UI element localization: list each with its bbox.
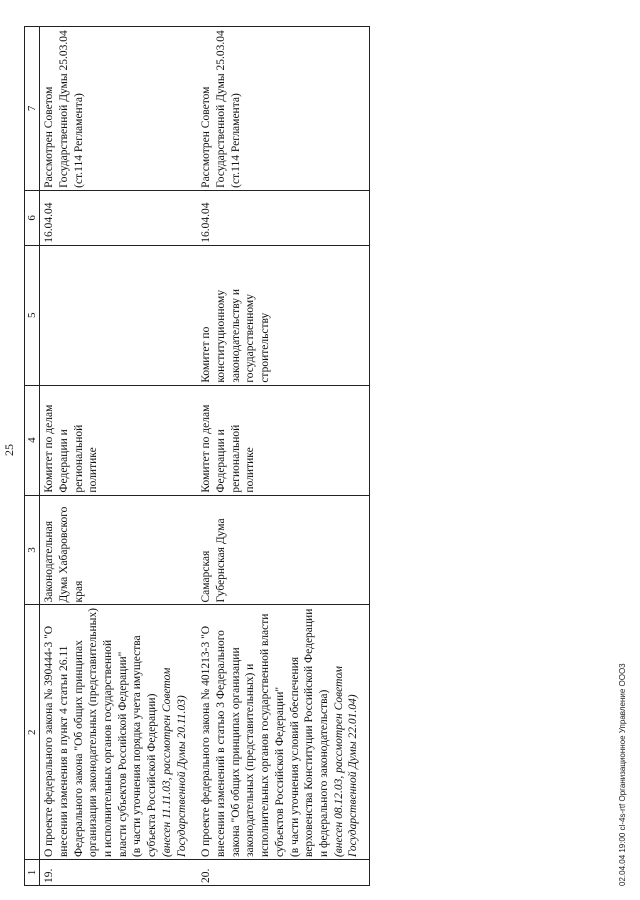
table-row: [197, 27, 369, 886]
bill-note: (внесен 08.12.03, рассмотрен Советом Государственной Думы 22.01.04): [332, 665, 360, 858]
bill-title: О проекте федерального закона № 390444-3 "О внесении изменения в пункт 4 статьи 26.11 Федерального закона "Об общих принципах организации законодательных (представительных) и исполнительных органов государственной власти субъектов Российской Федерации": [43, 608, 129, 858]
co-committee-cell: Комитет по конституционному законодательству и государственному строительству: [197, 245, 369, 385]
column-number: 6: [25, 190, 40, 245]
committee-cell: Комитет по делам Федерации и региональной политике: [197, 385, 369, 495]
column-number: 1: [25, 860, 40, 886]
bill-detail: (в части уточнения порядка учета имущества субъекта Российской Федерации): [131, 635, 159, 858]
print-footer: 02.04.04 19:00 cl-4s-rtf Организационное Управление ООО3: [618, 663, 627, 886]
column-number: 5: [25, 245, 40, 385]
bill-note: (внесен 11.11.03, рассмотрен Советом Государственной Думы 20.11.03): [160, 667, 188, 858]
status-cell: Рассмотрен Советом Государственной Думы 25.03.04 (ст.114 Регламента): [40, 27, 198, 191]
date-cell: 16.04.04: [197, 190, 369, 245]
bill-description-cell: [197, 605, 369, 860]
column-number: 4: [25, 385, 40, 495]
committee-cell: Комитет по делам Федерации и региональной политике: [40, 385, 198, 495]
row-number: 20.: [197, 860, 369, 886]
bills-table: [24, 26, 370, 886]
author-cell: Самарская Губернская Дума: [197, 495, 369, 605]
column-number-row: [25, 27, 40, 886]
bill-title: О проекте федерального закона № 401213-3 "О внесении изменений в статью 3 Федерального закона "Об общих принципах организации законодательных (представительных) и исполнительных органов государственной власти субъектов Российской Федерации": [200, 613, 286, 858]
date-cell: 16.04.04: [40, 190, 198, 245]
column-number: 2: [25, 605, 40, 860]
author-cell: Законодательная Дума Хабаровского края: [40, 495, 198, 605]
bill-description-cell: [40, 605, 198, 860]
bill-detail: (в части уточнения условий обеспечения верховенства Конституции Российской Федерации и федерального законодательства): [288, 608, 331, 858]
page-number: 25: [2, 444, 16, 456]
column-number: 7: [25, 27, 40, 191]
table-row: [40, 27, 198, 886]
status-cell: Рассмотрен Советом Государственной Думы 25.03.04 (ст.114 Регламента): [197, 27, 369, 191]
column-number: 3: [25, 495, 40, 605]
co-committee-cell: [40, 245, 198, 385]
row-number: 19.: [40, 860, 198, 886]
